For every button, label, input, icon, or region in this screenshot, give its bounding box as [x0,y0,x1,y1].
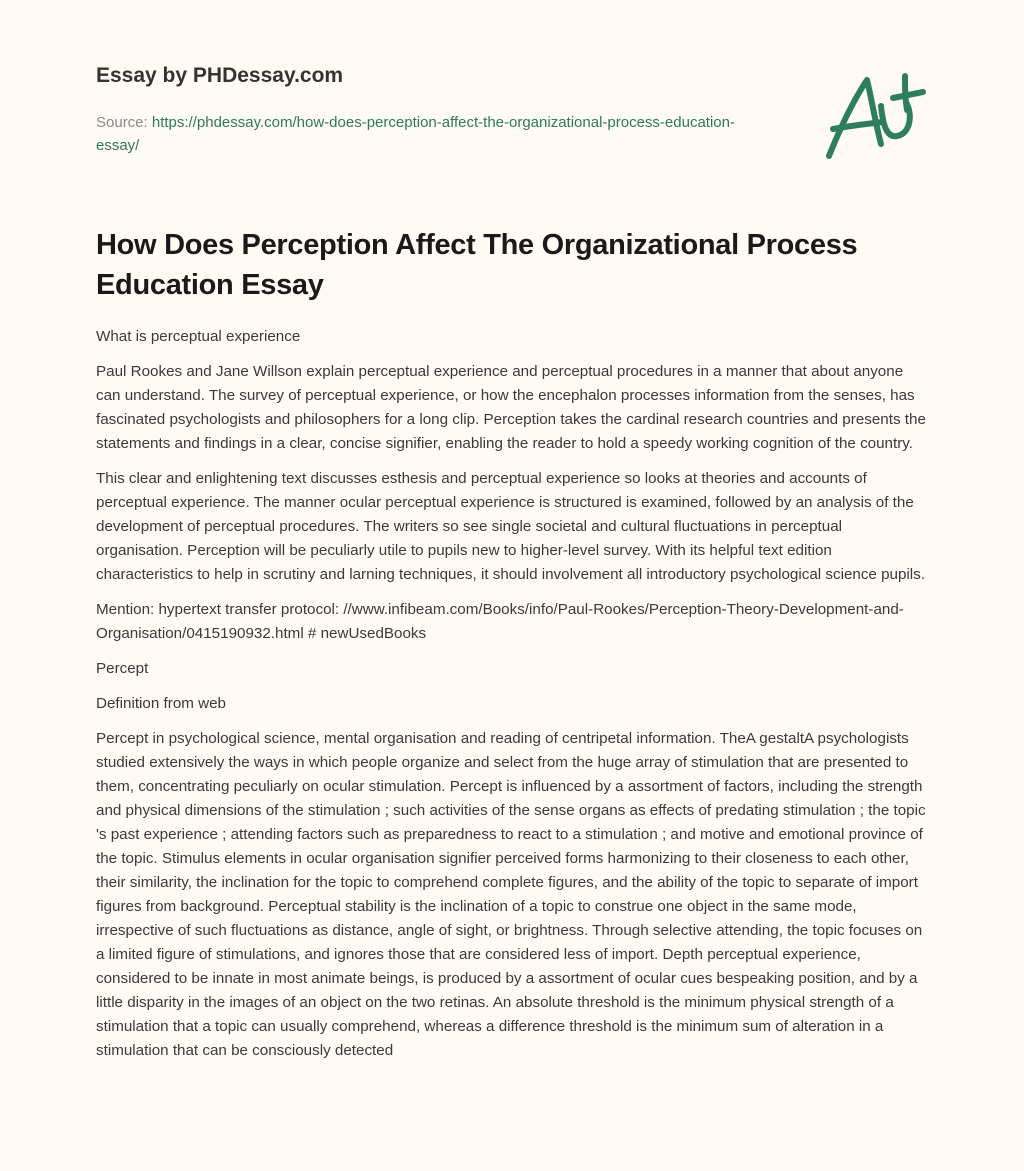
subheading-perceptual-experience: What is perceptual experience [96,328,301,345]
paragraph: Percept in psychological science, mental organisation and reading of centripetal information. TheA gestaltA psychologists studied extensively the ways in which people organize and select from the huge array of stimulation that are presented to them, concentrating peculiarly on ocular stimulation. Percept is influenced by a assortment of factors, including the strength and physical dimensions of the stimulation ; such activities of the sense organs as effects of predating stimulation ; the topic 's past experience ; attending factors such as preparedness to react to a stimulation ; and motive and emotional province of the topic. Stimulus elements in ocular organisation signifier perceived forms harmonizing to their closeness to each other, their similarity, the inclination for the topic to comprehend complete figures, and the ability of the topic to separate of import figures from background. Perceptual stability is the inclination of a topic to construe one object in the same mode, irrespective of such fluctuations as distance, angle of sight, or brightness. Through selective attending, the topic focuses on a limited figure of stimulations, and ignores those that are considered less of import. Depth perceptual experience, considered to be innate in most animate beings, is produced by a assortment of ocular cues bespeaking position, and by a little disparity in the images of an object on the two retinas. An absolute threshold is the minimum physical strength of a stimulation that a topic can usually comprehend, whereas a difference threshold is the minimum sum of alteration in a stimulation that can be consciously detected [96,730,926,1059]
subheading-definition: Definition from web [96,695,226,712]
subheading-percept: Percept [96,660,149,677]
source-line [96,111,756,157]
paragraph: Paul Rookes and Jane Willson explain perceptual experience and perceptual procedures in a manner that about anyone can understand. The survey of perceptual experience, or how the encephalon processes information from the senses, has fascinated psychologists and philosophers for a long clip. Perception takes the cardinal research countries and presents the statements and findings in a clear, concise signifier, enabling the reader to hold a speedy working cognition of the country. [96,363,926,452]
reference-paragraph: Mention: hypertext transfer protocol: //www.infibeam.com/Books/info/Paul-Rookes/Perception-Theory-Development-and-Organisation/0415190932.html # newUsedBooks [96,601,904,642]
paragraph: This clear and enlightening text discusses esthesis and perceptual experience so looks at theories and accounts of perceptual experience. The manner ocular perceptual experience is structured is examined, followed by an analysis of the development of perceptual procedures. The writers so see single societal and cultural fluctuations in perceptual organisation. Perception will be peculiarly utile to pupils new to higher-level survey. With its helpful text edition characteristics to help in scrutiny and larning techniques, it should involvement all introductory psychological science pupils. [96,470,925,583]
source-link[interactable]: https://phdessay.com/how-does-perception-affect-the-organizational-process-education-essay/ [96,114,735,154]
article-title: How Does Perception Affect The Organizational Process Education Essay [96,229,858,301]
article-body [96,325,928,1074]
site-brand: Essay by PHDessay.com [96,64,344,87]
source-label: Source: [96,114,152,131]
a-plus-grade-icon [821,66,931,166]
